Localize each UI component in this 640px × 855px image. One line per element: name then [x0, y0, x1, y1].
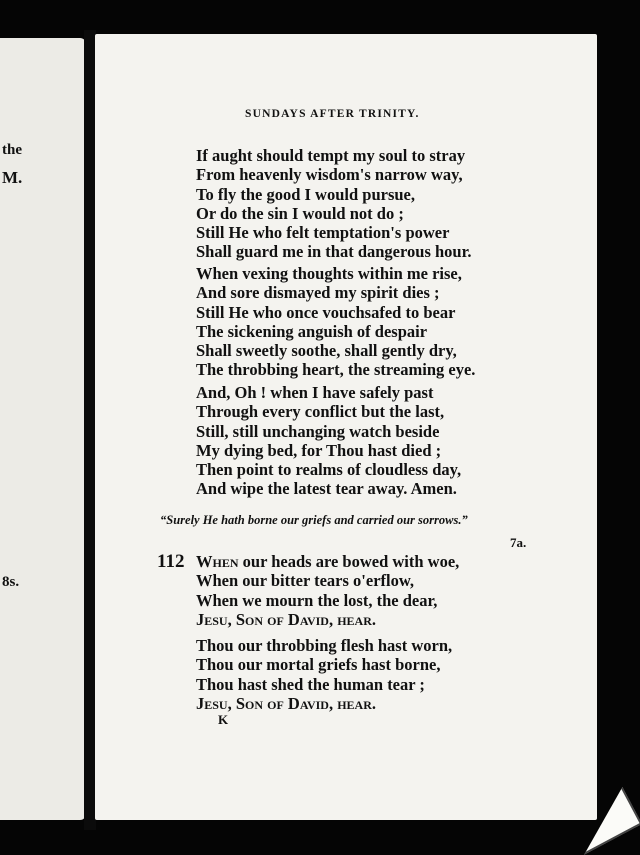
first-word: When — [196, 552, 239, 571]
verse-line: Still He who once vouchsafed to bear — [196, 302, 456, 322]
verse-line: The sickening anguish of despair — [196, 321, 428, 341]
verse-line — [196, 552, 459, 571]
verse-line: Thou our mortal griefs hast borne, — [196, 655, 441, 675]
signature-mark: K — [218, 712, 229, 727]
tune-number: 7a. — [510, 535, 527, 550]
verse-line: When vexing thoughts within me rise, — [196, 264, 462, 283]
verse-line: Jesu, Son of David, hear. — [196, 609, 377, 629]
verse-line: Jesu, Son of David, hear. — [196, 693, 377, 713]
verse-line: And, Oh ! when I have safely past — [196, 383, 434, 402]
verse-line: Thou hast shed the human tear ; — [196, 674, 425, 694]
running-header: SUNDAYS AFTER TRINITY. — [245, 108, 420, 120]
verse-line: Then point to realms of cloudless day, — [196, 460, 462, 480]
verse-line: And wipe the latest tear away. Amen. — [196, 479, 457, 499]
hymn-number: 112 — [157, 551, 185, 572]
stanza-3 — [196, 383, 461, 499]
verse-line: To fly the good I would pursue, — [196, 184, 415, 204]
verse-line: Thou our throbbing flesh hast worn, — [196, 636, 453, 655]
hymn-stanza-2 — [196, 636, 452, 713]
verse-line: Still He who felt temptation's power — [196, 223, 450, 243]
left-page — [0, 38, 86, 820]
verse-line: From heavenly wisdom's narrow way, — [196, 165, 463, 185]
verse-line: My dying bed, for Thou hast died ; — [196, 440, 442, 460]
verse-line: Shall guard me in that dangerous hour. — [196, 242, 472, 262]
left-page-fragment: 8s. — [2, 574, 20, 590]
verse-line: Shall sweetly soothe, shall gently dry, — [196, 341, 457, 361]
hymn-stanza-1 — [196, 552, 459, 629]
epigraph: “Surely He hath borne our griefs and carried our sorrows.” — [160, 513, 468, 527]
stanza-2 — [196, 264, 475, 380]
verse-line: If aught should tempt my soul to stray — [196, 146, 466, 165]
left-page-fragment: M. — [2, 168, 23, 187]
verse-line: When our bitter tears o'erflow, — [196, 571, 414, 591]
verse-line: And sore dismayed my spirit dies ; — [196, 283, 440, 303]
verse-line-rest: our heads are bowed with woe, — [242, 552, 460, 571]
verse-line: When we mourn the lost, the dear, — [196, 590, 438, 610]
stanza-1 — [196, 146, 472, 262]
left-page-fragment: the — [2, 142, 22, 158]
verse-line: Or do the sin I would not do ; — [196, 203, 404, 223]
verse-line: The throbbing heart, the streaming eye. — [196, 360, 476, 380]
verse-line: Still, still unchanging watch beside — [196, 421, 440, 441]
verse-line: Through every conflict but the last, — [196, 402, 445, 422]
